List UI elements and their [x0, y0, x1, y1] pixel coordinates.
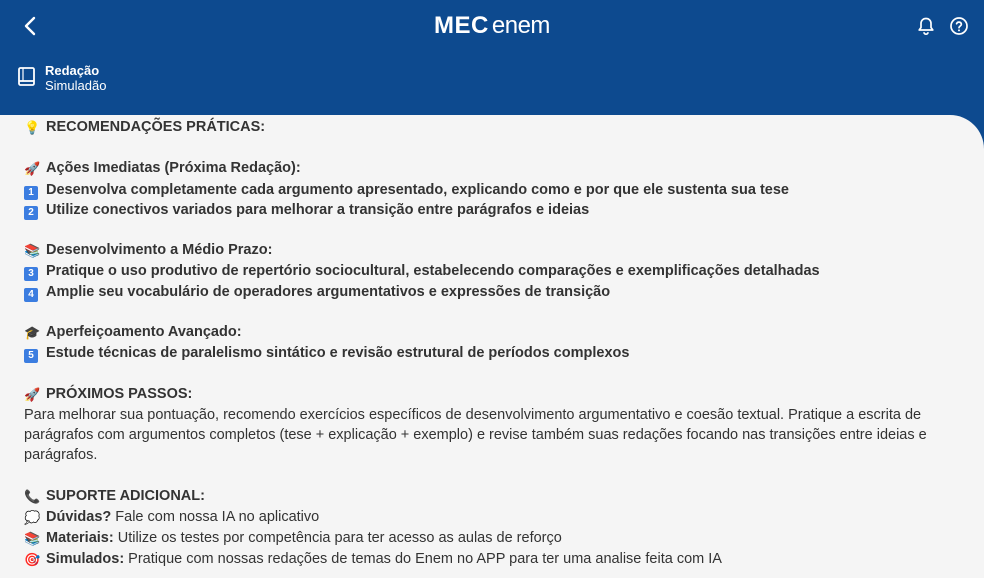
item-text: Fale com nossa IA no aplicativo — [111, 508, 320, 525]
medio-heading — [24, 240, 964, 261]
imediatas-heading — [24, 158, 964, 179]
content-panel — [0, 115, 984, 578]
lightbulb-icon: 💡 — [24, 120, 41, 135]
number-1-icon: 1 — [24, 186, 38, 200]
list-item — [24, 528, 964, 549]
list-item-text: Estude técnicas de paralelismo sintático e revisão estrutural de períodos complexos — [46, 345, 630, 362]
books-icon: 📚 — [24, 243, 41, 259]
item-text: Pratique com nossas redações de temas do Enem no APP para ter uma analise feita com IA — [124, 551, 722, 568]
proximos-heading — [24, 384, 964, 405]
avancado-heading — [24, 322, 964, 343]
list-item — [24, 200, 964, 220]
suporte-heading — [24, 486, 964, 507]
number-4-icon: 4 — [24, 288, 38, 302]
top-bar — [0, 0, 984, 115]
rocket-icon: 🚀 — [24, 386, 41, 402]
number-5-icon: 5 — [24, 349, 38, 363]
suporte-title: SUPORTE ADICIONAL: — [46, 487, 205, 504]
avancado-title: Aperfeiçoamento Avançado: — [46, 323, 242, 340]
number-3-icon: 3 — [24, 267, 38, 281]
list-item — [24, 343, 964, 363]
list-item — [24, 549, 964, 570]
feedback-text — [24, 117, 964, 570]
list-item — [24, 507, 964, 528]
section-subtitle: Simuladão — [45, 78, 107, 93]
logo-enem: enem — [491, 12, 550, 39]
list-item — [24, 180, 964, 200]
proximos-title: PRÓXIMOS PASSOS: — [46, 385, 193, 402]
medio-title: Desenvolvimento a Médio Prazo: — [46, 242, 273, 259]
thought-bubble-icon: 💭 — [24, 509, 41, 525]
target-icon: 🎯 — [24, 552, 41, 568]
list-item-text: Utilize conectivos variados para melhorar a transição entre parágrafos e ideias — [46, 201, 590, 218]
recs-heading — [24, 117, 964, 138]
item-label: Simulados: — [46, 551, 125, 568]
list-item — [24, 261, 964, 281]
section-title: Redação — [45, 63, 100, 78]
recs-title: RECOMENDAÇÕES PRÁTICAS: — [46, 119, 266, 135]
books-icon: 📚 — [24, 530, 41, 546]
rocket-icon: 🚀 — [24, 161, 41, 177]
proximos-paragraph: Para melhorar sua pontuação, recomendo exercícios específicos de desenvolvimento argumentativo e coesão textual. Pratique a escrita de parágrafos com argumentos completos (tese + explicação + exemplo) e revise também suas redações focando nas transições entre ideias e parágrafos. — [24, 406, 927, 464]
number-2-icon: 2 — [24, 206, 38, 220]
logo-mec: MEC — [434, 12, 489, 39]
imediatas-title: Ações Imediatas (Próxima Redação): — [46, 160, 301, 177]
help-icon — [949, 16, 969, 36]
section-header — [16, 63, 106, 93]
list-item — [24, 282, 964, 302]
book-icon — [16, 66, 38, 88]
bell-icon — [916, 16, 936, 36]
app-logo — [0, 12, 984, 40]
help-button[interactable] — [947, 14, 971, 38]
item-label: Materiais: — [46, 529, 114, 546]
phone-icon: 📞 — [24, 488, 41, 504]
notifications-button[interactable] — [914, 14, 938, 38]
list-item-text: Desenvolva completamente cada argumento apresentado, explicando como e por que ele sustenta sua tese — [46, 181, 789, 198]
item-label: Dúvidas? — [46, 508, 112, 525]
list-item-text: Pratique o uso produtivo de repertório sociocultural, estabelecendo comparações e exemplificações detalhadas — [46, 263, 820, 280]
item-text: Utilize os testes por competência para ter acesso as aulas de reforço — [113, 529, 562, 546]
list-item-text: Amplie seu vocabulário de operadores argumentativos e expressões de transição — [46, 283, 611, 300]
graduation-cap-icon: 🎓 — [24, 324, 41, 340]
